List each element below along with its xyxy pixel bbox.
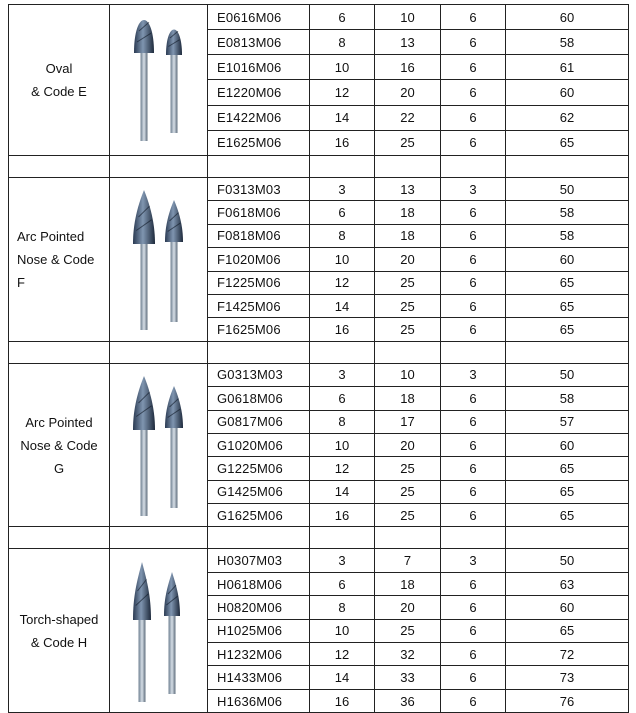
empty-cell <box>441 527 506 549</box>
product-type-line: Nose & Code <box>17 251 95 267</box>
length-cell: 36 <box>375 689 441 712</box>
shank-cell: 6 <box>441 410 506 433</box>
total-length-cell: 76 <box>506 689 629 712</box>
code-cell: E1422M06 <box>208 105 310 130</box>
diameter-cell: 12 <box>310 80 375 105</box>
diameter-cell: 8 <box>310 224 375 247</box>
shank-cell: 6 <box>441 596 506 619</box>
empty-cell <box>310 156 375 178</box>
length-cell: 25 <box>375 457 441 480</box>
length-cell: 18 <box>375 224 441 247</box>
diameter-cell: 12 <box>310 271 375 294</box>
total-length-cell: 73 <box>506 666 629 689</box>
total-length-cell: 61 <box>506 55 629 80</box>
code-cell: F1225M06 <box>208 271 310 294</box>
spacer-row <box>9 156 629 178</box>
diameter-cell: 6 <box>310 387 375 410</box>
diameter-cell: 8 <box>310 410 375 433</box>
total-length-cell: 60 <box>506 248 629 271</box>
total-length-cell: 65 <box>506 504 629 527</box>
product-type-label <box>9 549 110 713</box>
arc-pointed-burr-icon <box>110 184 207 334</box>
empty-cell <box>110 341 208 363</box>
total-length-cell: 65 <box>506 271 629 294</box>
total-length-cell: 58 <box>506 201 629 224</box>
shank-cell: 6 <box>441 318 506 341</box>
spacer-row <box>9 341 629 363</box>
total-length-cell: 60 <box>506 80 629 105</box>
code-cell: G1425M06 <box>208 480 310 503</box>
diameter-cell: 14 <box>310 480 375 503</box>
empty-cell <box>110 527 208 549</box>
code-cell: E1016M06 <box>208 55 310 80</box>
diameter-cell: 14 <box>310 294 375 317</box>
total-length-cell: 65 <box>506 130 629 155</box>
empty-cell <box>441 341 506 363</box>
empty-cell <box>208 341 310 363</box>
code-cell: F1625M06 <box>208 318 310 341</box>
torch-burr-icon <box>110 556 207 706</box>
empty-cell <box>110 156 208 178</box>
empty-cell <box>506 341 629 363</box>
diameter-cell: 16 <box>310 130 375 155</box>
diameter-cell: 14 <box>310 105 375 130</box>
table-row <box>9 5 629 30</box>
diameter-cell: 10 <box>310 55 375 80</box>
code-cell: G1225M06 <box>208 457 310 480</box>
diameter-cell: 12 <box>310 643 375 666</box>
spacer-row <box>9 527 629 549</box>
code-cell: E0616M06 <box>208 5 310 30</box>
product-type-label <box>9 363 110 527</box>
length-cell: 10 <box>375 363 441 386</box>
shank-cell: 6 <box>441 130 506 155</box>
empty-cell <box>9 341 110 363</box>
tool-image-cell <box>110 178 208 342</box>
shank-cell: 6 <box>441 105 506 130</box>
length-cell: 7 <box>375 549 441 572</box>
total-length-cell: 72 <box>506 643 629 666</box>
shank-cell: 6 <box>441 572 506 595</box>
diameter-cell: 14 <box>310 666 375 689</box>
diameter-cell: 6 <box>310 5 375 30</box>
length-cell: 20 <box>375 80 441 105</box>
code-cell: E1220M06 <box>208 80 310 105</box>
shank-cell: 6 <box>441 55 506 80</box>
shank-cell: 6 <box>441 480 506 503</box>
code-cell: F0818M06 <box>208 224 310 247</box>
empty-cell <box>310 341 375 363</box>
diameter-cell: 3 <box>310 549 375 572</box>
length-cell: 18 <box>375 387 441 410</box>
code-cell: G1625M06 <box>208 504 310 527</box>
diameter-cell: 3 <box>310 363 375 386</box>
code-cell: H0820M06 <box>208 596 310 619</box>
length-cell: 13 <box>375 178 441 201</box>
length-cell: 25 <box>375 619 441 642</box>
shank-cell: 3 <box>441 363 506 386</box>
product-type-line: Arc Pointed <box>25 414 93 430</box>
empty-cell <box>375 527 441 549</box>
code-cell: H1232M06 <box>208 643 310 666</box>
empty-cell <box>375 341 441 363</box>
length-cell: 33 <box>375 666 441 689</box>
length-cell: 20 <box>375 596 441 619</box>
product-type-line: Torch-shaped <box>19 611 99 627</box>
product-type-line: Nose & Code <box>20 437 98 453</box>
code-cell: G0817M06 <box>208 410 310 433</box>
product-type-line: F <box>17 274 25 290</box>
length-cell: 32 <box>375 643 441 666</box>
shank-cell: 6 <box>441 457 506 480</box>
shank-cell: 6 <box>441 666 506 689</box>
oval-burr-icon <box>110 5 207 155</box>
length-cell: 16 <box>375 55 441 80</box>
shank-cell: 3 <box>441 549 506 572</box>
diameter-cell: 12 <box>310 457 375 480</box>
shank-cell: 6 <box>441 294 506 317</box>
empty-cell <box>375 156 441 178</box>
table-row <box>9 549 629 572</box>
code-cell: E0813M06 <box>208 30 310 55</box>
shank-cell: 6 <box>441 30 506 55</box>
code-cell: F0313M03 <box>208 178 310 201</box>
product-spec-table <box>8 4 629 713</box>
length-cell: 25 <box>375 271 441 294</box>
length-cell: 13 <box>375 30 441 55</box>
product-type-label <box>9 178 110 342</box>
code-cell: F0618M06 <box>208 201 310 224</box>
total-length-cell: 58 <box>506 224 629 247</box>
empty-cell <box>208 527 310 549</box>
length-cell: 25 <box>375 294 441 317</box>
shank-cell: 6 <box>441 619 506 642</box>
arc-pointed-burr-icon <box>110 370 207 520</box>
code-cell: G1020M06 <box>208 433 310 456</box>
shank-cell: 6 <box>441 201 506 224</box>
shank-cell: 6 <box>441 504 506 527</box>
total-length-cell: 63 <box>506 572 629 595</box>
length-cell: 25 <box>375 318 441 341</box>
shank-cell: 6 <box>441 5 506 30</box>
length-cell: 22 <box>375 105 441 130</box>
length-cell: 20 <box>375 248 441 271</box>
tool-image-cell <box>110 5 208 156</box>
length-cell: 17 <box>375 410 441 433</box>
empty-cell <box>310 527 375 549</box>
length-cell: 25 <box>375 504 441 527</box>
diameter-cell: 10 <box>310 248 375 271</box>
total-length-cell: 60 <box>506 596 629 619</box>
diameter-cell: 10 <box>310 619 375 642</box>
total-length-cell: 65 <box>506 619 629 642</box>
total-length-cell: 65 <box>506 318 629 341</box>
shank-cell: 6 <box>441 689 506 712</box>
total-length-cell: 50 <box>506 549 629 572</box>
code-cell: H0618M06 <box>208 572 310 595</box>
shank-cell: 6 <box>441 248 506 271</box>
shank-cell: 6 <box>441 224 506 247</box>
length-cell: 25 <box>375 130 441 155</box>
length-cell: 25 <box>375 480 441 503</box>
product-type-line: Oval <box>45 61 73 76</box>
code-cell: H1025M06 <box>208 619 310 642</box>
tool-image-cell <box>110 363 208 527</box>
shank-cell: 6 <box>441 387 506 410</box>
code-cell: F1425M06 <box>208 294 310 317</box>
empty-cell <box>9 527 110 549</box>
total-length-cell: 50 <box>506 363 629 386</box>
product-type-label <box>9 5 110 156</box>
code-cell: G0618M06 <box>208 387 310 410</box>
diameter-cell: 3 <box>310 178 375 201</box>
length-cell: 10 <box>375 5 441 30</box>
diameter-cell: 6 <box>310 572 375 595</box>
code-cell: H1433M06 <box>208 666 310 689</box>
table-row <box>9 178 629 201</box>
shank-cell: 6 <box>441 80 506 105</box>
shank-cell: 3 <box>441 178 506 201</box>
tool-image-cell <box>110 549 208 713</box>
product-type-line: & Code E <box>31 84 87 99</box>
table-row <box>9 363 629 386</box>
code-cell: H1636M06 <box>208 689 310 712</box>
empty-cell <box>9 156 110 178</box>
shank-cell: 6 <box>441 271 506 294</box>
shank-cell: 6 <box>441 643 506 666</box>
total-length-cell: 60 <box>506 433 629 456</box>
diameter-cell: 16 <box>310 318 375 341</box>
product-type-line: & Code H <box>30 634 88 650</box>
empty-cell <box>506 527 629 549</box>
total-length-cell: 58 <box>506 30 629 55</box>
total-length-cell: 65 <box>506 480 629 503</box>
code-cell: F1020M06 <box>208 248 310 271</box>
product-type-line: G <box>53 460 65 476</box>
product-type-line: Arc Pointed <box>17 228 85 244</box>
empty-cell <box>506 156 629 178</box>
diameter-cell: 6 <box>310 201 375 224</box>
total-length-cell: 65 <box>506 457 629 480</box>
total-length-cell: 60 <box>506 5 629 30</box>
total-length-cell: 50 <box>506 178 629 201</box>
code-cell: E1625M06 <box>208 130 310 155</box>
total-length-cell: 58 <box>506 387 629 410</box>
empty-cell <box>441 156 506 178</box>
total-length-cell: 57 <box>506 410 629 433</box>
code-cell: H0307M03 <box>208 549 310 572</box>
empty-cell <box>208 156 310 178</box>
diameter-cell: 16 <box>310 504 375 527</box>
shank-cell: 6 <box>441 433 506 456</box>
total-length-cell: 65 <box>506 294 629 317</box>
code-cell: G0313M03 <box>208 363 310 386</box>
length-cell: 20 <box>375 433 441 456</box>
diameter-cell: 16 <box>310 689 375 712</box>
diameter-cell: 8 <box>310 596 375 619</box>
length-cell: 18 <box>375 572 441 595</box>
diameter-cell: 10 <box>310 433 375 456</box>
total-length-cell: 62 <box>506 105 629 130</box>
diameter-cell: 8 <box>310 30 375 55</box>
length-cell: 18 <box>375 201 441 224</box>
